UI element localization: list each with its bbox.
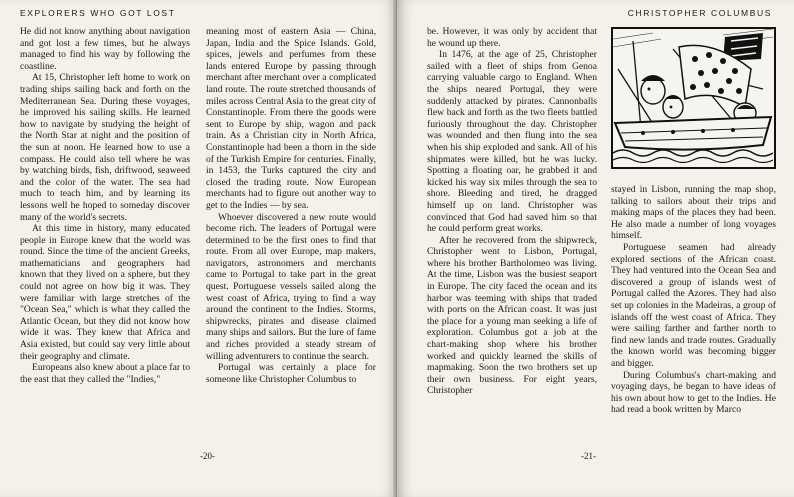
paragraph: stayed in Lisbon, running the map shop, talking to sailors about their trips and making maps of the places they had been. He also made a number of long voyages himself.: [611, 184, 776, 242]
ship-battle-drawing-icon: [613, 29, 773, 166]
page-number-left: -20-: [200, 451, 215, 461]
left-column-1: [20, 26, 190, 385]
right-page: [397, 0, 794, 497]
page-number-right: -21-: [581, 451, 596, 461]
paragraph: meaning most of eastern Asia — China, Japan, India and the Spice Islands. Gold, spices, jewels and perfumes from these lands entered Europe by passing through merchant after merchant over a complicated land route. The route stretched thousands of miles across Central Asia to the great city of Constantinople. From there the goods were sent to Europe by ship, wagon and pack train. As a Christian city in North Africa, Constantinople had been a thorn in the side of the Turkish Empire for centuries. Finally, in 1453, the Turks captured the city and closed the trading route. Now European merchants had to figure out another way to get to the Indies — by sea.: [206, 26, 376, 211]
paragraph: Portuguese seamen had already explored sections of the African coast. They had ventured into the Ocean Sea and discovered a group of islands west of Portugal called the Azores. They had also set up colonies in the Madeiras, a group of islands off the west coast of Africa. They were sailing farther and farther north to find new lands and trade routes. Gradually the known world was becoming bigger and bigger.: [611, 241, 776, 369]
running-header-right: CHRISTOPHER COLUMBUS: [627, 8, 772, 18]
paragraph: Portugal was certainly a place for someone like Christopher Columbus to: [206, 362, 376, 385]
paragraph: At 15, Christopher left home to work on trading ships sailing back and forth on the Mediterranean Sea. During these voyages, he improved his sailing skills. He learned how to navigate by studying the height of the North Star at night and the position of the sun at noon. He learned how to use a compass. He could also tell where he was by watching birds, fish, driftwood, seaweed and the color of the water. The sea had much to teach him, and by learning its lessons well he hoped to someday discover many of the world's secrets.: [20, 72, 190, 223]
left-column-2: [206, 26, 376, 385]
paragraph: be. However, it was only by accident that he wound up there.: [427, 26, 597, 49]
running-header-left: EXPLORERS WHO GOT LOST: [20, 8, 176, 18]
paragraph: Whoever discovered a new route would become rich. The leaders of Portugal were determined to be the first ones to find that route. From all over Europe, map makers, navigators, astronomers and merchants came to Portugal to take part in the great quest. Portuguese vessels sailed along the west coast of Africa, trying to find a way around the continent to the Indies. Storms, shipwrecks, pirates and disease claimed many ships and sailors. But the lure of fame and riches provided a steady stream of willing adventurers to continue the search.: [206, 211, 376, 362]
right-column-1: [427, 26, 597, 397]
paragraph: Europeans also knew about a place far to the east that they called the "Indies,": [20, 362, 190, 385]
pirate-ship-illustration: [611, 27, 776, 169]
right-column-2: [611, 184, 776, 416]
paragraph: At this time in history, many educated people in Europe knew that the world was round. Since the time of the ancient Greeks, mathematicians and geographers had known that they lived on a sphere, but they could not agree on how big it was. They were familiar with large stretches of the "Ocean Sea," which is what they called the Atlantic Ocean, but they did not know how wide it was. They knew that Africa and Asia existed, but could say very little about their geography and climate.: [20, 223, 190, 362]
paragraph: He did not know anything about navigation and got lost a few times, but he always managed to find his way by following the coastline.: [20, 26, 190, 72]
paragraph: In 1476, at the age of 25, Christopher sailed with a fleet of ships from Genoa carrying valuable cargo to England. When the ships neared Portugal, they were suddenly attacked by pirates. Cannonballs flew back and forth as the two fleets battled furiously throughout the day. Christopher was wounded and then flung into the sea when his ship exploded and sank. All of his shipmates were killed, but he was lucky. Spotting a floating oar, he grabbed it and kicked his way six miles through the sea to shore. Bleeding and tired, he dragged himself up on land. Christopher was convinced that God had saved him so that he could perform great works.: [427, 49, 597, 235]
paragraph: After he recovered from the shipwreck, Christopher went to Lisbon, Portugal, where his brother Bartholomeo was living. At the time, Lisbon was the busiest seaport in Europe. The city faced the ocean and its harbor was teeming with ships that traded with ports on the African coast. It was just the place for a young man seeking a life of exploration. Columbus got a job at the chart-making shop where his brother worked and quickly learned the skills of mapmaking. Soon the two brothers set up their own business. For eight years, Christopher: [427, 234, 597, 397]
paragraph: During Columbus's chart-making and voyaging days, he began to have ideas of his own about how to get to the Indies. He had read a book written by Marco: [611, 369, 776, 416]
